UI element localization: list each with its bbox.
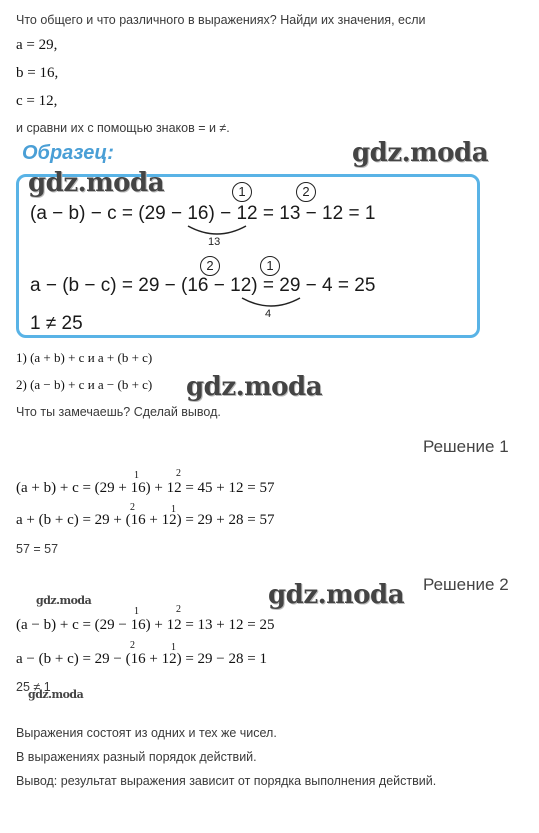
solution-2-line-3: 25 ≠ 1 (16, 680, 51, 694)
solution-1-heading: Решение 1 (423, 437, 509, 456)
conclusion-2: В выражениях разный порядок действий. (16, 750, 257, 764)
step-superscript: 2 (176, 468, 181, 479)
value-a: a = 29, (16, 37, 58, 53)
task-compare: и сравни их с помощью знаков = и ≠. (16, 121, 230, 135)
solution-2-heading: Решение 2 (423, 575, 509, 594)
task-intro: Что общего и что различного в выражениях? Найди их значения, если (16, 13, 426, 27)
solution-1-line-2: a + (b + c) = 29 + (16 + 12) = 29 + 28 = 57 (16, 512, 275, 528)
step-superscript: 2 (130, 502, 135, 513)
solution-2-line-1: (a − b) + c = (29 − 16) + 12 = 13 + 12 = 25 (16, 617, 275, 633)
step-number-circle: 1 (260, 256, 280, 276)
sample-comparison: 1 ≠ 25 (30, 313, 83, 334)
value-c: c = 12, (16, 93, 58, 109)
step-superscript: 1 (134, 470, 139, 481)
solution-2-line-2: a − (b + c) = 29 − (16 + 12) = 29 − 28 = 1 (16, 651, 267, 667)
conclusion-1: Выражения состоят из одних и тех же чисел. (16, 726, 277, 740)
sample-expression-2: a − (b − c) = 29 − (16 − 12) = 29 − 4 = 25 (30, 275, 376, 296)
watermark: gdz.moda (352, 138, 489, 168)
solution-1-line-3: 57 = 57 (16, 542, 59, 556)
step-superscript: 1 (171, 642, 176, 653)
watermark: gdz.moda (268, 580, 405, 610)
step-number-circle: 1 (232, 182, 252, 202)
step-superscript: 2 (176, 604, 181, 615)
watermark: gdz.moda (186, 372, 323, 402)
task-item-1: 1) (a + b) + c и a + (b + c) (16, 350, 153, 365)
step-number-circle: 2 (296, 182, 316, 202)
brace-result: 13 (208, 236, 221, 248)
conclusion-3: Вывод: результат выражения зависит от порядка выполнения действий. (16, 774, 437, 788)
brace-result: 4 (265, 308, 272, 320)
sample-expression-1: (a − b) − c = (29 − 16) − 12 = 13 − 12 = 1 (30, 203, 376, 224)
step-superscript: 1 (171, 504, 176, 515)
watermark: gdz.moda (36, 594, 92, 607)
task-question: Что ты замечаешь? Сделай вывод. (16, 405, 221, 419)
watermark: gdz.moda (28, 688, 84, 701)
step-superscript: 1 (134, 606, 139, 617)
value-b: b = 16, (16, 65, 59, 81)
solution-1-line-1: (a + b) + c = (29 + 16) + 12 = 45 + 12 = 57 (16, 480, 275, 496)
step-number-circle: 2 (200, 256, 220, 276)
watermark: gdz.moda (28, 168, 165, 198)
sample-title: Образец: (22, 142, 114, 164)
task-item-2: 2) (a − b) + c и a − (b + c) (16, 377, 153, 392)
step-superscript: 2 (130, 640, 135, 651)
